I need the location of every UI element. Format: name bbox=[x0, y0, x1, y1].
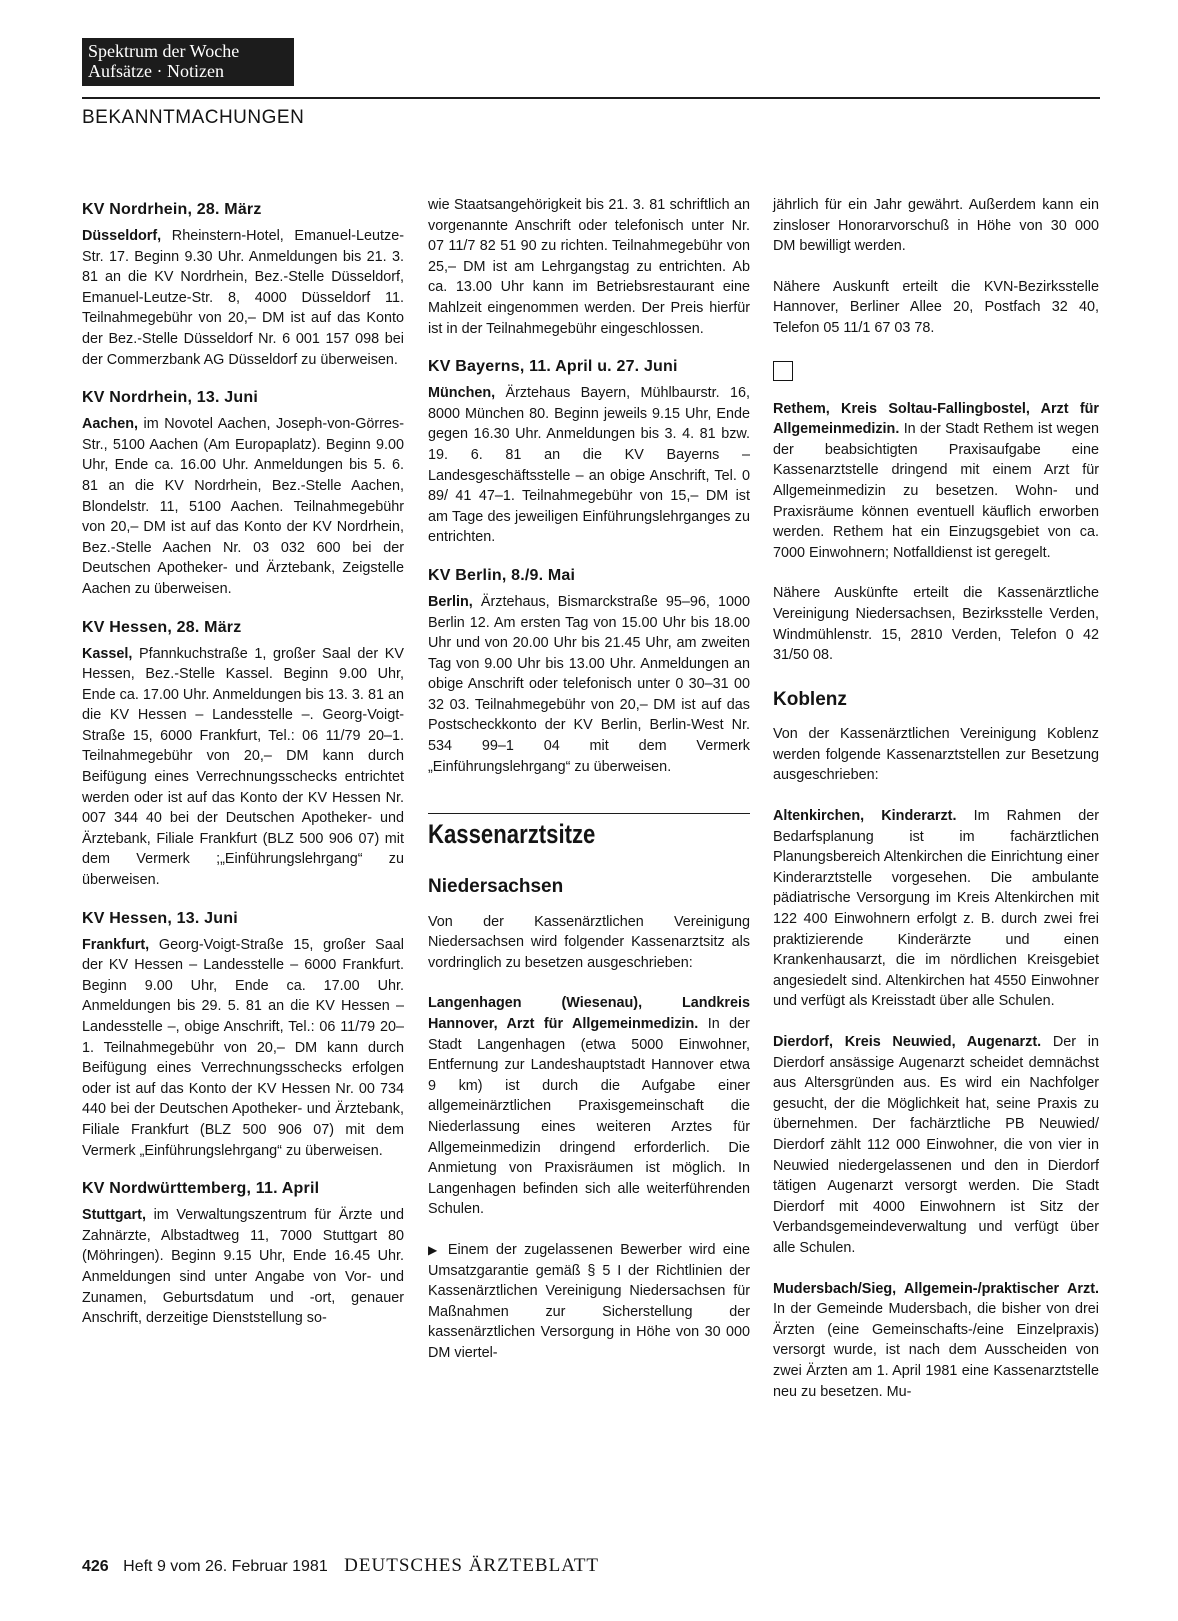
text-kassel: Pfannkuchstraße 1, großer Saal der KV Hessen, Bez.-Stelle Kassel. Beginn 9.00 Uhr, Ende ca. 17.00 Uhr. Anmeldungen bis 13. 3. 81 an die KV Hessen – Landesstelle –. Georg-Voigt-Straße 15, 6000 Frankfurt, Tel.: 06 11/79 20–1. Teilnahmegebühr von 20,– DM kann durch Beifügung eines Verrechnungsschecks entrichtet werden oder ist auf das Konto der KV Hessen Nr. 007 344 40 bei der Deutschen Apotheker- und Ärztebank, Filiale Frankfurt (BLZ 500 906 07) mit dem Vermerk ;„Einführungslehrgang“ zu überweisen. bbox=[82, 645, 404, 889]
column-2 bbox=[428, 195, 750, 1364]
column-1 bbox=[82, 200, 404, 1329]
paragraph-langenhagen bbox=[428, 993, 750, 1220]
paragraph-aachen bbox=[82, 414, 404, 599]
paragraph-dierdorf bbox=[773, 1032, 1099, 1259]
paragraph-koblenz-intro: Von der Kassenärztlichen Vereinigung Koblenz werden folgende Kassenarztstellen zur Besetzung ausgeschrieben: bbox=[773, 726, 1099, 784]
header-rule bbox=[82, 97, 1100, 99]
lead-mudersbach: Mudersbach/Sieg, Allgemein-/praktischer Arzt. bbox=[773, 1280, 1099, 1297]
heading-kv-hessen-juni: KV Hessen, 13. Juni bbox=[82, 909, 238, 927]
lead-frankfurt: Frankfurt, bbox=[82, 936, 150, 953]
text-dierdorf: Der in Dierdorf ansässige Augenarzt scheidet demnächst aus Altersgründen aus. Es wird ein Nachfolger gesucht, der die Möglichkeit hat, seine Praxis zu übernehmen. Der fachärztliche PB Neuwied/ Dierdorf zählt 112 000 Einwohner, die von vier in Neuwied niedergelassenen und den in Dierdorf tätigen Augenarzt versorgt werden. Die Stadt Dierdorf mit 4000 Einwohnern ist Sitz der Verbandsgemeindeverwaltung und verfügt über alle Schulen. bbox=[773, 1034, 1100, 1256]
paragraph-stuttgart bbox=[82, 1205, 404, 1329]
page-number: 426 bbox=[82, 1558, 109, 1575]
paragraph-altenkirchen bbox=[773, 806, 1099, 1012]
paragraph-rethem bbox=[773, 399, 1099, 564]
text-stuttgart: im Verwaltungszentrum für Ärzte und Zahnärzte, Albstadtweg 11, 7000 Stuttgart 80 (Möhringen). Beginn 9.15 Uhr, Ende 16.45 Uhr. Anmeldungen sind unter Angabe von Vor- und Zunamen, Geburtsdatum und -ort, genauer Anschrift, derzeitige Dienststellung so- bbox=[82, 1207, 404, 1327]
heading-kv-bayerns: KV Bayerns, 11. April u. 27. Juni bbox=[428, 358, 678, 376]
paragraph-kassel bbox=[82, 644, 404, 891]
lead-rethem: Rethem, Kreis Soltau-Fallingbostel, Arzt für Allgemeinmedizin. bbox=[773, 400, 1099, 438]
heading-niedersachsen: Niedersachsen bbox=[428, 876, 564, 898]
paragraph-mudersbach bbox=[773, 1279, 1099, 1403]
paragraph-muenchen bbox=[428, 383, 750, 548]
text-langenhagen: In der Stadt Langenhagen (etwa 5000 Einwohner, Entfernung zur Landeshauptstadt Hannover etwa 9 km) ist durch die Aufgabe einer allgemeinärztlichen Praxisgemeinschaft die Niederlassung eines weiteren Arztes für Allgemeinmedizin dringend erforderlich. Die Anmietung von Praxisräumen ist möglich. In Langenhagen befinden sich alle weiterführenden Schulen. bbox=[428, 1016, 750, 1218]
heading-kv-nordrhein-maerz: KV Nordrhein, 28. März bbox=[82, 201, 262, 218]
triangle-bullet-icon: ▶ bbox=[428, 1242, 441, 1257]
paragraph-duesseldorf bbox=[82, 226, 404, 370]
issue-info: Heft 9 vom 26. Februar 1981 bbox=[123, 1558, 328, 1575]
lead-berlin: Berlin, bbox=[428, 593, 473, 610]
section-title: BEKANNTMACHUNGEN bbox=[82, 107, 305, 128]
lead-langenhagen: Langenhagen (Wiesenau), Landkreis Hannover, Arzt für Allgemeinmedizin. bbox=[428, 995, 750, 1032]
lead-stuttgart: Stuttgart, bbox=[82, 1207, 146, 1224]
text-muenchen: Ärztehaus Bayern, Mühlbaurstr. 16, 8000 München 80. Beginn jeweils 9.15 Uhr, Ende gegen 16.30 Uhr. Anmeldungen bis 3. 4. 81 bzw. 19. 6. 81 an die KV Bayerns – Landesgeschäftsstelle – an obige Anschrift, Tel. 0 89/ 41 47–1. Teilnahmegebühr von 15,– DM ist am Tage des jeweiligen Einführungslehrganges zu entrichten. bbox=[428, 385, 750, 546]
lead-altenkirchen: Altenkirchen, Kinderarzt. bbox=[773, 808, 957, 825]
column-3 bbox=[773, 195, 1099, 1402]
text-aachen: im Novotel Aachen, Joseph-von-Görres-Str., 5100 Aachen (Am Europaplatz). Beginn 9.00 Uhr, Ende ca. 16.00 Uhr. Anmeldungen bis 5. 6. 81 an die KV Nordrhein, Bez.-Stelle Aachen, Blondelstr. 11, 5100 Aachen. Teilnahmegebühr von 20,– DM ist auf das Konto der KV Nordrhein, Bez.-Stelle Aachen Nr. 03 032 600 bei der Deutschen Apotheker- und Ärztebank, Zeigstelle Aachen zu überweisen. bbox=[82, 416, 404, 597]
section-divider bbox=[428, 813, 750, 814]
lead-aachen: Aachen, bbox=[82, 416, 138, 433]
paragraph-kvn-auskunft: Nähere Auskunft erteilt die KVN-Bezirksstelle Hannover, Berliner Allee 20, Postfach 32 40, Telefon 05 11/1 67 03 78. bbox=[773, 278, 1099, 336]
badge-line-1: Spektrum der Woche bbox=[88, 41, 240, 61]
square-icon bbox=[773, 361, 793, 381]
lead-duesseldorf: Düsseldorf, bbox=[82, 228, 162, 244]
paragraph-verden-auskunft: Nähere Auskünfte erteilt die Kassenärztliche Vereinigung Niedersachsen, Bezirksstelle Verden, Windmühlenstr. 15, 2810 Verden, Telefon 0 42 31/50 08. bbox=[773, 585, 1099, 664]
heading-kv-nordrhein-juni: KV Nordrhein, 13. Juni bbox=[82, 389, 258, 407]
page-footer bbox=[82, 1555, 599, 1577]
text-mudersbach: In der Gemeinde Mudersbach, die bisher von drei Ärzten (eine Gemeinschafts-/eine Einzelpraxis) versorgt wurde, ist nach dem Ausscheiden von zwei Ärzten am 1. April 1981 eine Kassenarztstelle neu zu besetzen. Mu- bbox=[773, 1301, 1099, 1400]
text-duesseldorf: Rheinstern-Hotel, Emanuel-Leutze-Str. 17. Beginn 9.30 Uhr. Anmeldungen bis 21. 3. 81 an die KV Nordrhein, Bez.-Stelle Düsseldorf, Emanuel-Leutze-Str. 8, 4000 Düsseldorf 11. Teilnahmegebühr von 20,– DM ist auf das Konto der Bez.-Stelle Düsseldorf Nr. 6 001 157 098 bei der Commerzbank AG Düsseldorf zu überweisen. bbox=[82, 228, 404, 368]
journal-name: DEUTSCHES ÄRZTEBLATT bbox=[344, 1555, 600, 1576]
lead-muenchen: München, bbox=[428, 385, 496, 402]
paragraph-umsatzgarantie-cont: jährlich für ein Jahr gewährt. Außerdem kann ein zinsloser Honorarvorschuß in Höhe von 30 000 DM bewilligt werden. bbox=[773, 197, 1099, 255]
heading-kv-nordwuerttemberg: KV Nordwürttemberg, 11. April bbox=[82, 1180, 320, 1198]
paragraph-frankfurt bbox=[82, 935, 404, 1162]
paragraph-stuttgart-cont: wie Staatsangehörigkeit bis 21. 3. 81 schriftlich an vorgenannte Anschrift oder telefonisch unter Nr. 07 11/7 82 51 90 zu richten. Teilnahmegebühr von 25,– DM ist am Lehrgangstag zu entrichten. Ab ca. 13.00 Uhr kann im Betriebsrestaurant eine Mahlzeit eingenommen werden. Der Preis hierfür ist in der Teilnahmegebühr eingeschlossen. bbox=[428, 197, 750, 337]
text-rethem: In der Stadt Rethem ist wegen der beabsichtigten Praxisaufgabe eine Kassenarztstelle dringend mit einem Arzt für Allgemeinmedizin zu besetzen. Wohn- und Praxisräume können eventuell käuflich erworben werden. Rethem hat ein Einzugsgebiet von ca. 7000 Einwohnern; Notfalldienst ist geregelt. bbox=[773, 421, 1099, 561]
text-altenkirchen: Im Rahmen der Bedarfsplanung ist im fachärztlichen Planungsbereich Altenkirchen die Einrichtung einer Kinderarztstelle vorgesehen. Die ambulante pädiatrische Versorgung im Kreis Altenkirchen mit 122 400 Einwohnern erfolgt z. B. durch zwei frei praktizierende Kinderärzte und einen Krankenhausarzt, die im nördlichen Kreisgebiet angesiedelt sind. Altenkirchen hat 4550 Einwohner und verfügt als Kreisstadt über alle Schulen. bbox=[773, 808, 1099, 1010]
text-berlin: Ärztehaus, Bismarckstraße 95–96, 1000 Berlin 12. Am ersten Tag von 15.00 Uhr bis 18.00 Uhr und von 20.00 Uhr bis 21.45 Uhr, am zweiten Tag von 9.00 Uhr bis 13.00 Uhr. Anmeldungen an obige Anschrift oder telefonisch unter 0 30–31 00 32 03. Teilnahmegebühr von 20,– DM ist auf das Postscheckkonto der KV Berlin, Berlin-West Nr. 534 99–1 04 mit dem Vermerk „Einführungslehrgang“ zu überweisen. bbox=[428, 593, 750, 775]
paragraph-niedersachsen-intro: Von der Kassenärztlichen Vereinigung Niedersachsen wird folgender Kassenarztsitz als vordringlich zu besetzen ausgeschrieben: bbox=[428, 913, 750, 971]
text-frankfurt: Georg-Voigt-Straße 15, großer Saal der KV Hessen – Landesstelle – 6000 Frankfurt. Beginn 9.00 Uhr, Ende ca. 17.00 Uhr. Anmeldungen bis 29. 5. 81 an die KV Hessen – Landesstelle –, obige Anschrift, Tel.: 06 11/79 20–1. Teilnahmegebühr von 20,– DM kann durch Beifügung eines Verrechnungsschecks erfolgen oder ist auf das Konto der KV Hessen Nr. 00 734 440 bei der Deutschen Apotheker- und Ärztebank, Filiale Frankfurt (BLZ 500 906 07) mit dem Vermerk „Einführungslehrgang“ zu überweisen. bbox=[82, 936, 404, 1159]
heading-kv-berlin: KV Berlin, 8./9. Mai bbox=[428, 566, 576, 584]
text-umsatzgarantie: Einem der zugelassenen Bewerber wird eine Umsatzgarantie gemäß § 5 I der Richtlinien der Kassenärztlichen Vereinigung Niedersachsen für Maßnahmen zur Sicherstellung der kassenärztlichen Versorgung in Höhe von 30 000 DM viertel- bbox=[428, 1241, 750, 1361]
lead-kassel: Kassel, bbox=[82, 645, 133, 662]
heading-kv-hessen-maerz: KV Hessen, 28. März bbox=[82, 618, 242, 636]
paragraph-berlin bbox=[428, 592, 750, 777]
badge-line-2: Aufsätze · Notizen bbox=[88, 61, 224, 81]
heading-koblenz: Koblenz bbox=[773, 688, 847, 710]
heading-kassenarztsitze: Kassenarztsitze bbox=[428, 819, 596, 850]
paragraph-umsatzgarantie bbox=[428, 1240, 750, 1364]
section-badge bbox=[82, 38, 294, 86]
lead-dierdorf: Dierdorf, Kreis Neuwied, Augenarzt. bbox=[773, 1034, 1042, 1050]
